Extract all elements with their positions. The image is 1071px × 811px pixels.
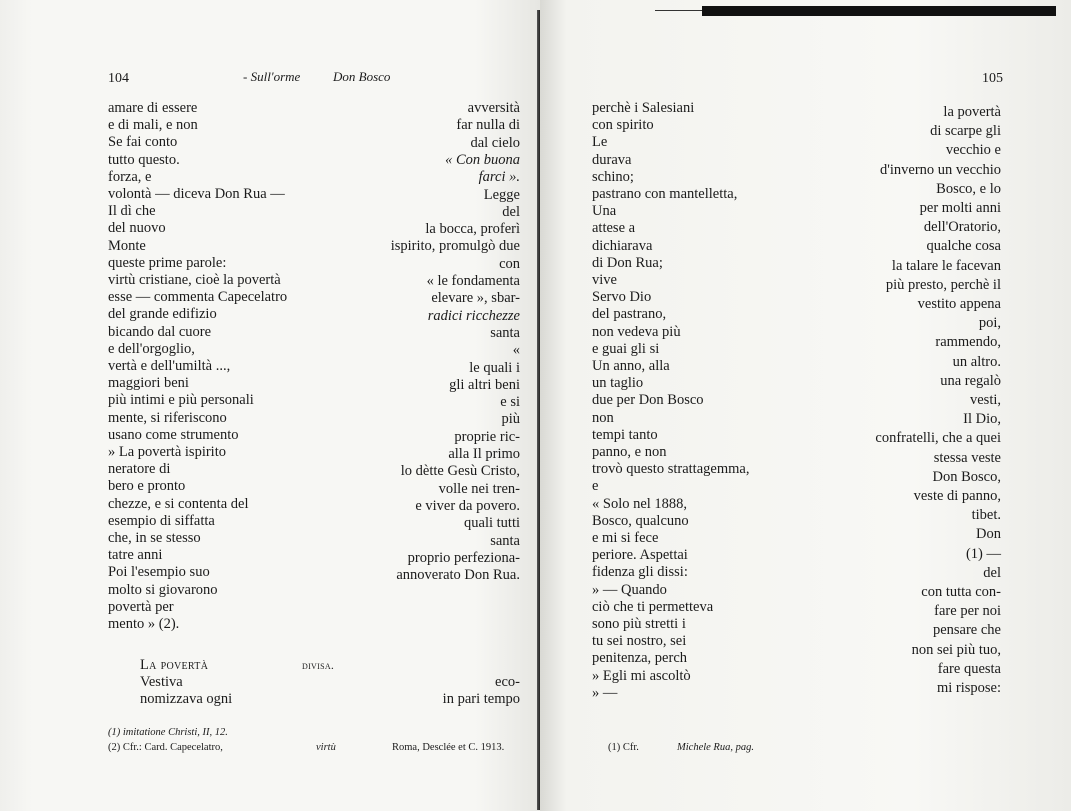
left-col1-line: esse — commenta Capecelatro: [108, 289, 288, 306]
left-col2-line: con: [499, 255, 520, 272]
left-col2-line: ispirito, promulgò due: [390, 238, 520, 255]
right-col2-line: Don Bosco,: [932, 468, 1001, 485]
left-col2-line: radici ricchezze: [427, 307, 520, 324]
left-col1-line: queste prime parole:: [108, 254, 227, 271]
right-col1-line: perchè i Salesiani: [592, 100, 695, 116]
right-col1-line: tempi tanto: [592, 426, 658, 443]
right-col2-line: non sei più tuo,: [911, 641, 1001, 658]
right-col1-line: panno, e non: [592, 444, 667, 460]
section-heading-suffix: divisa.: [302, 658, 335, 672]
left-col2-line: santa: [490, 532, 520, 549]
right-col1-line: Le: [592, 134, 608, 151]
left-col2-line: più: [501, 411, 520, 428]
right-col1-line: Un anno, alla: [592, 358, 670, 374]
right-col1-line: non vedeva più: [592, 323, 681, 340]
left-bottom-col2-line: eco-: [495, 674, 520, 690]
left-col2-line: Legge: [483, 186, 520, 203]
left-col2-line: elevare », sbar-: [431, 290, 520, 307]
right-col2-line: la talare le facevan: [891, 257, 1001, 274]
footnote-2-b: virtù: [316, 742, 336, 753]
left-col2-line: gli altri beni: [449, 376, 520, 393]
right-col1-line: un taglio: [592, 375, 644, 392]
right-col2-line: confratelli, che a quei: [875, 430, 1001, 447]
left-col1-line: tutto questo.: [108, 151, 180, 168]
right-col1-line: » —: [592, 684, 618, 701]
right-col1-line: tu sei nostro, sei: [592, 633, 687, 650]
left-header-subject: Don Bosco: [333, 69, 391, 84]
right-col2-line: la povertà: [943, 104, 1001, 120]
left-col1-line: mento » (2).: [108, 616, 180, 632]
right-col2-line: veste di panno,: [913, 488, 1001, 504]
right-col2-line: Il Dio,: [963, 411, 1001, 428]
left-col2-line: proprio perfeziona-: [407, 549, 520, 566]
left-col1-line: amare di essere: [108, 100, 198, 116]
right-col1-line: Bosco, qualcuno: [592, 512, 689, 529]
scan-edge-bar: [702, 6, 1056, 16]
right-col2-line: una regalò: [940, 372, 1001, 389]
right-col1-line: trovò questo strattagemma,: [592, 461, 750, 478]
right-footnote-1-a: (1) Cfr.: [608, 742, 639, 753]
left-col2-line: proprie ric-: [454, 428, 520, 445]
right-col2-line: del: [983, 564, 1001, 581]
left-col1-line: che, in se stesso: [108, 530, 201, 546]
right-col2-line: di scarpe gli: [930, 123, 1001, 140]
left-bottom-col1-line: Vestiva: [140, 674, 183, 690]
right-page: [540, 0, 1071, 811]
right-col1-line: e mi si fece: [592, 530, 659, 546]
left-col2-line: la bocca, proferì: [425, 221, 520, 238]
left-page-number: 104: [108, 71, 129, 86]
right-col1-line: con spirito: [592, 117, 654, 134]
footnote-2-c: Roma, Desclée et C. 1913.: [392, 742, 505, 753]
right-col2-line: pensare che: [932, 622, 1001, 639]
left-col2-line: le quali i: [469, 359, 520, 376]
right-col2-line: (1) —: [965, 545, 1001, 562]
left-col1-line: forza, e: [108, 168, 152, 185]
right-col1-line: di Don Rua;: [592, 254, 663, 271]
right-col2-line: rammendo,: [935, 334, 1001, 351]
left-col2-line: dal cielo: [470, 134, 520, 151]
right-col1-line: dichiarava: [592, 237, 653, 254]
left-col2-line: del: [502, 203, 520, 220]
right-col1-line: durava: [592, 151, 632, 168]
right-footnote-1-b: Michele Rua, pag.: [677, 742, 754, 753]
right-col2-line: poi,: [978, 315, 1001, 332]
right-col2-line: per molti anni: [919, 200, 1001, 216]
left-col2-line: « le fondamenta: [426, 273, 520, 289]
left-col1-line: del grande edifizio: [108, 306, 217, 323]
left-col2-line: santa: [490, 324, 520, 341]
right-col1-line: due per Don Bosco: [592, 392, 704, 409]
right-col2-line: Don: [976, 526, 1001, 543]
right-col1-line: » Egli mi ascoltò: [592, 667, 691, 684]
left-col1-line: Se fai conto: [108, 134, 178, 151]
left-col1-line: usano come strumento: [108, 426, 239, 443]
right-col2-line: dell'Oratorio,: [923, 219, 1001, 236]
left-col1-line: molto si giovarono: [108, 581, 218, 598]
left-bottom-col1-line: nomizzava ogni: [140, 691, 233, 707]
left-col1-line: povertà per: [108, 598, 174, 615]
right-col1-line: schino;: [592, 168, 634, 185]
left-col2-line: « Con buona: [445, 151, 520, 168]
right-col2-line: mi rispose:: [936, 680, 1001, 696]
right-col2-line: vecchio e: [945, 142, 1001, 159]
left-col2-line: e viver da povero.: [415, 497, 520, 514]
right-col2-line: fare per noi: [934, 603, 1001, 620]
left-col1-line: bero e pronto: [108, 478, 186, 495]
right-col2-line: fare questa: [937, 660, 1001, 677]
left-col1-line: e di mali, e non: [108, 117, 198, 134]
right-col1-line: » — Quando: [592, 581, 667, 598]
left-col2-line: annoverato Don Rua.: [396, 567, 520, 584]
left-col1-line: maggiori beni: [108, 375, 189, 392]
right-page-number: 105: [982, 71, 1003, 86]
right-col2-line: vesti,: [969, 392, 1001, 408]
left-col1-line: virtù cristiane, cioè la povertà: [108, 272, 281, 288]
left-col1-line: vertà e dell'umiltà ...,: [108, 358, 231, 374]
left-col2-line: avversità: [467, 100, 520, 116]
left-col1-line: neratore di: [108, 461, 171, 478]
left-col1-line: » La povertà ispirito: [108, 444, 226, 460]
left-col2-line: e si: [500, 394, 520, 411]
right-col2-line: qualche cosa: [926, 238, 1001, 255]
right-col1-line: sono più stretti i: [592, 616, 686, 632]
left-col2-line: quali tutti: [464, 515, 520, 532]
right-col1-line: periore. Aspettai: [592, 547, 688, 564]
section-heading: La povertà: [140, 657, 209, 673]
left-col1-line: Poi l'esempio suo: [108, 564, 210, 581]
left-col1-line: mente, si riferiscono: [108, 409, 227, 426]
right-col1-line: attese a: [592, 220, 636, 237]
left-col1-line: bicando dal cuore: [108, 323, 212, 340]
right-col1-line: vive: [592, 272, 617, 288]
left-col1-line: del nuovo: [108, 220, 166, 237]
left-col2-line: volle nei tren-: [438, 480, 520, 497]
left-bottom-col2-line: in pari tempo: [442, 691, 520, 707]
right-col1-line: « Solo nel 1888,: [592, 495, 688, 512]
right-col1-line: penitenza, perch: [592, 650, 688, 667]
right-col2-line: tibet.: [971, 507, 1001, 524]
left-col1-line: e dell'orgoglio,: [108, 340, 195, 357]
right-col1-line: pastrano con mantelletta,: [592, 186, 738, 202]
right-col1-line: e: [592, 478, 599, 495]
left-col1-line: Monte: [108, 237, 146, 254]
footnote-1: (1) imitatione Christi, II, 12.: [108, 727, 228, 738]
left-col1-line: tatre anni: [108, 547, 163, 564]
left-col2-line: farci ».: [478, 169, 520, 186]
right-col1-line: del pastrano,: [592, 306, 667, 323]
left-col1-line: Il dì che: [108, 203, 156, 220]
right-col2-line: con tutta con-: [921, 584, 1001, 600]
left-col2-line: lo dètte Gesù Cristo,: [400, 463, 520, 480]
right-col1-line: ciò che ti permetteva: [592, 598, 714, 615]
left-col1-line: più intimi e più personali: [108, 392, 254, 409]
left-col1-line: esempio di siffatta: [108, 512, 215, 529]
right-col1-line: Una: [592, 203, 617, 220]
left-col2-line: alla Il primo: [448, 446, 520, 462]
right-col2-line: vestito appena: [917, 296, 1001, 312]
scan-edge-line: [655, 10, 703, 11]
left-col2-line: far nulla di: [456, 117, 520, 134]
footnote-2-a: (2) Cfr.: Card. Capecelatro,: [108, 742, 223, 753]
left-col1-line: volontà — diceva Don Rua —: [108, 186, 285, 202]
right-col1-line: Servo Dio: [592, 289, 652, 306]
right-col2-line: più presto, perchè il: [885, 276, 1001, 293]
right-col2-line: Bosco, e lo: [936, 180, 1001, 197]
right-col2-line: d'inverno un vecchio: [880, 161, 1001, 178]
right-col1-line: non: [592, 409, 614, 426]
right-col2-line: un altro.: [952, 353, 1001, 370]
right-col1-line: fidenza gli dissi:: [592, 564, 688, 581]
right-col1-line: e guai gli si: [592, 340, 660, 357]
left-col1-line: chezze, e si contenta del: [108, 495, 249, 512]
left-header-title: - Sull'orme: [243, 69, 301, 84]
left-col2-line: «: [512, 342, 520, 359]
right-col2-line: stessa veste: [933, 449, 1001, 466]
